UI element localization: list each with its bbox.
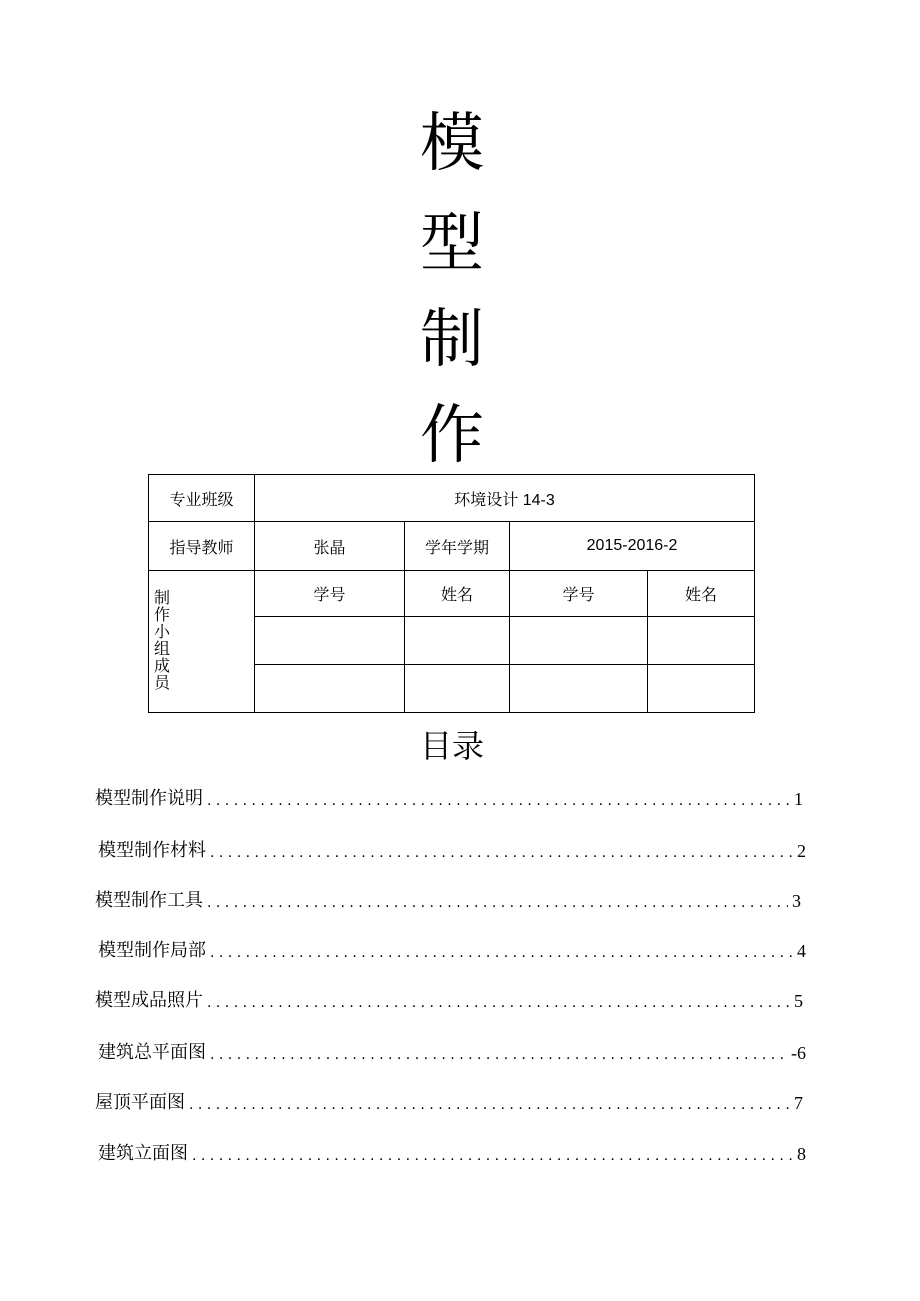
toc-entry[interactable] xyxy=(98,838,806,862)
empty-cell[interactable] xyxy=(255,617,405,665)
toc-entry-label: 模型制作工具 xyxy=(95,890,203,911)
col-student-id-2: 学号 xyxy=(510,571,648,617)
toc-entry-label: 建筑总平面图 xyxy=(98,1042,206,1063)
toc-leader xyxy=(210,1046,787,1064)
toc-entry[interactable] xyxy=(95,988,803,1012)
table-row xyxy=(149,571,755,617)
empty-cell[interactable] xyxy=(510,665,648,713)
major-value: 环境设计 14-3 xyxy=(255,475,755,522)
toc-entry-page: 7 xyxy=(794,1093,803,1113)
title-char-2: 型 xyxy=(420,207,484,281)
toc-entry-page: 5 xyxy=(794,991,803,1011)
toc-entry[interactable] xyxy=(98,1141,806,1165)
term-value: 2015-2016-2 xyxy=(510,522,755,571)
col-name-1: 姓名 xyxy=(405,571,510,617)
toc-entry-label: 建筑立面图 xyxy=(98,1143,188,1164)
toc-entry[interactable] xyxy=(95,1090,803,1114)
empty-cell[interactable] xyxy=(648,617,755,665)
term-label: 学年学期 xyxy=(405,522,510,571)
toc-entry-page: 3 xyxy=(792,891,801,911)
toc-leader xyxy=(192,1147,793,1165)
toc-leader xyxy=(210,944,793,962)
toc-entry[interactable] xyxy=(95,888,801,912)
toc-entry[interactable] xyxy=(98,938,806,962)
toc-leader xyxy=(207,792,790,810)
toc-entry-page: 2 xyxy=(797,841,806,861)
toc-entry-page: -6 xyxy=(791,1043,806,1063)
major-label: 专业班级 xyxy=(149,475,255,522)
teacher-label: 指导教师 xyxy=(149,522,255,571)
toc-leader xyxy=(189,1096,790,1114)
empty-cell[interactable] xyxy=(405,665,510,713)
toc-entry-page: 8 xyxy=(797,1144,806,1164)
col-name-2: 姓名 xyxy=(648,571,755,617)
toc-title: 目录 xyxy=(419,727,484,765)
members-label: 制作小组成员 xyxy=(153,590,170,692)
toc-entry-page: 1 xyxy=(794,789,803,809)
toc-entry-label: 模型制作说明 xyxy=(95,788,203,809)
table-row xyxy=(149,522,755,571)
table-row xyxy=(149,475,755,522)
title-char-3: 制 xyxy=(420,303,484,377)
empty-cell[interactable] xyxy=(648,665,755,713)
empty-cell[interactable] xyxy=(510,617,648,665)
toc-entry-label: 模型制作材料 xyxy=(98,840,206,861)
info-table xyxy=(148,474,755,713)
toc-entry[interactable] xyxy=(95,786,803,810)
title-char-4: 作 xyxy=(420,399,484,473)
toc-leader xyxy=(210,844,793,862)
empty-cell[interactable] xyxy=(405,617,510,665)
toc-entry[interactable] xyxy=(98,1040,806,1064)
title-char-1: 模 xyxy=(420,107,484,181)
toc-entry-label: 模型制作局部 xyxy=(98,940,206,961)
members-label-cell xyxy=(149,571,255,713)
toc-leader xyxy=(207,894,788,912)
col-student-id-1: 学号 xyxy=(255,571,405,617)
empty-cell[interactable] xyxy=(255,665,405,713)
toc-entry-label: 模型成品照片 xyxy=(95,990,203,1011)
toc-leader xyxy=(207,994,790,1012)
toc-entry-page: 4 xyxy=(797,941,806,961)
teacher-value: 张晶 xyxy=(255,522,405,571)
toc-entry-label: 屋顶平面图 xyxy=(95,1092,185,1113)
